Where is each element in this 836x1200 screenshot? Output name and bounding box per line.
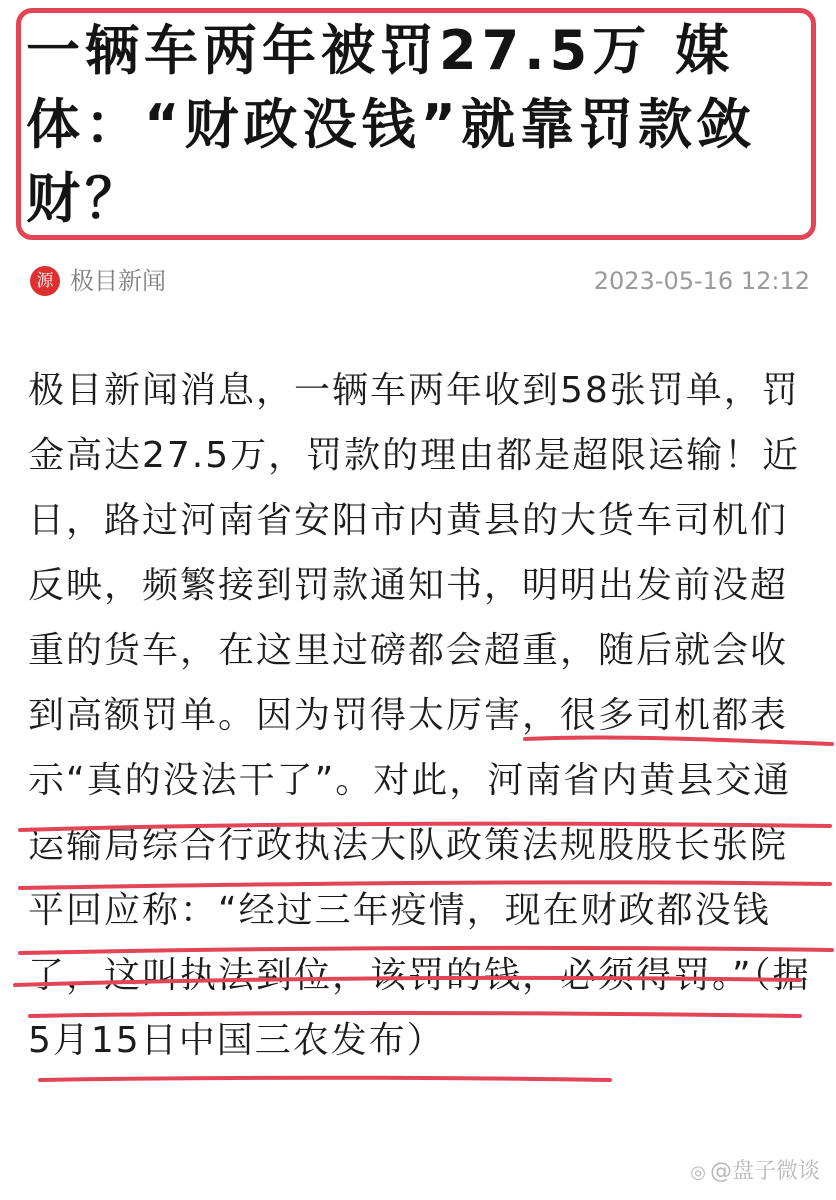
article-body-text: 极目新闻消息，一辆车两年收到58张罚单，罚金高达27.5万，罚款的理由都是超限运输！近日，路过河南省安阳市内黄县的大货车司机们反映，频繁接到罚款通知书，明明出发前没超重的货车，在这里过磅都会超重，随后就会收到高额罚单。因为罚得太厉害，很多司机都表示“真的没法干了”。对此，河南省内黄县交通运输局综合行政执法大队政策法规股股长张院平回应称：“经过三年疫情，现在财政都没钱了，这叫执法到位，该罚的钱，必须得罚。”（据5月15日中国三农发布）: [28, 370, 811, 1061]
watermark: [690, 1157, 820, 1188]
weibo-icon: ◎: [690, 1162, 706, 1183]
article-headline: 一辆车两年被罚27.5万 媒体：“财政没钱”就靠罚款敛财？: [26, 19, 756, 230]
watermark-text: @盘子微谈: [709, 1159, 820, 1184]
source-logo-icon: 源: [30, 266, 60, 296]
underline-stroke: [40, 1078, 610, 1080]
publish-timestamp: 2023-05-16 12:12: [593, 267, 810, 295]
article-meta: [30, 262, 810, 298]
source-name[interactable]: 极目新闻: [70, 267, 166, 295]
